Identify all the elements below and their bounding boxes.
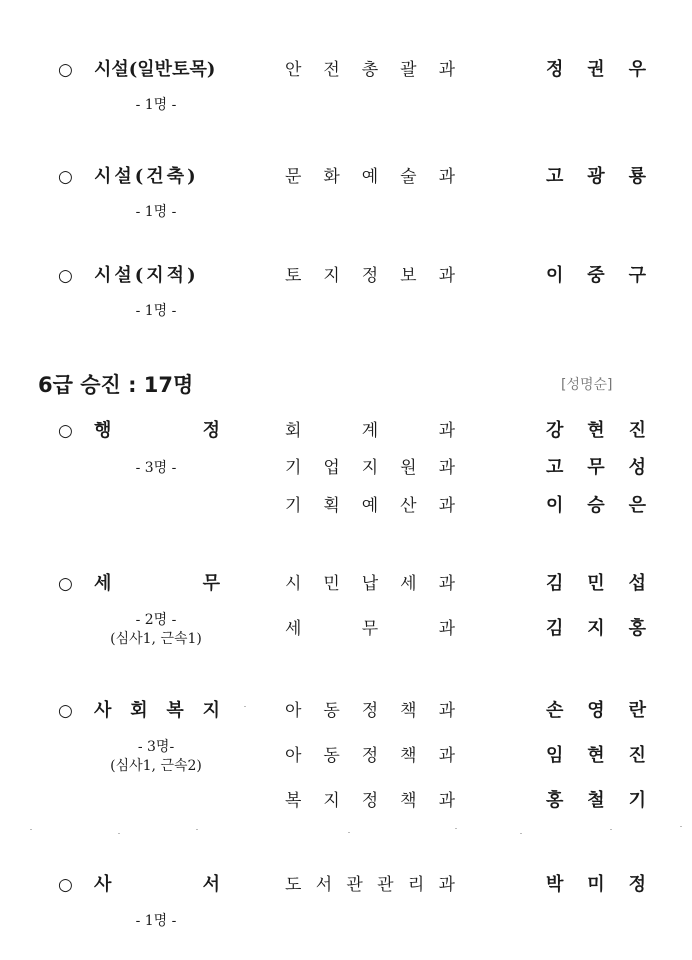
employee-name: 강 현 진 [546, 420, 646, 441]
headcount: - 1명 - [135, 204, 177, 220]
employee-name: 고 무 성 [546, 457, 646, 478]
employee-name: 고 광 룡 [546, 166, 646, 187]
sort-order-note: [성명순] [561, 377, 613, 393]
category-label: 사 서 [94, 874, 220, 895]
department: 회 계 과 [285, 421, 457, 441]
employee-name: 정 권 우 [546, 59, 646, 80]
department: 안 전 총 괄 과 [285, 60, 457, 80]
category-label: 세 무 [94, 573, 220, 594]
bullet-icon: ○ [58, 421, 73, 441]
department: 시 민 납 세 과 [285, 574, 457, 594]
bullet-icon: ○ [58, 875, 73, 895]
department: 아 동 정 책 과 [285, 701, 457, 721]
department: 세 무 과 [285, 619, 457, 639]
headcount: - 3명- [137, 739, 175, 755]
category-label: 시설(일반토목) [94, 59, 216, 80]
category-label: 시설(지적) [94, 265, 199, 286]
headcount-breakdown: (심사1, 근속1) [110, 631, 202, 647]
headcount: - 2명 - [135, 612, 177, 628]
bullet-icon: ○ [58, 701, 73, 721]
headcount: - 1명 - [135, 913, 177, 929]
department: 토 지 정 보 과 [285, 266, 457, 286]
department: 복 지 정 책 과 [285, 791, 457, 811]
headcount: - 3명 - [135, 460, 177, 476]
department: 기 획 예 산 과 [285, 496, 457, 516]
employee-name: 박 미 정 [546, 874, 646, 895]
employee-name: 이 중 구 [546, 265, 646, 286]
bullet-icon: ○ [58, 266, 73, 286]
employee-name: 김 지 홍 [546, 618, 646, 639]
bullet-icon: ○ [58, 574, 73, 594]
headcount: - 1명 - [135, 303, 177, 319]
bullet-icon: ○ [58, 60, 73, 80]
employee-name: 이 승 은 [546, 495, 646, 516]
bullet-icon: ○ [58, 167, 73, 187]
department: 기 업 지 원 과 [285, 458, 457, 478]
department: 문 화 예 술 과 [285, 167, 457, 187]
employee-name: 임 현 진 [546, 745, 646, 766]
section-heading: 6급 승진 : 17명 [38, 373, 194, 397]
category-label: 사 회 복 지 [94, 700, 220, 721]
employee-name: 손 영 란 [546, 700, 646, 721]
headcount: - 1명 - [135, 97, 177, 113]
category-label: 행 정 [94, 420, 220, 441]
department: 도 서 관 관 리 과 [285, 875, 457, 895]
employee-name: 김 민 섭 [546, 573, 646, 594]
employee-name: 홍 철 기 [546, 790, 646, 811]
headcount-breakdown: (심사1, 근속2) [110, 758, 202, 774]
category-label: 시설(건축) [94, 166, 199, 187]
department: 아 동 정 책 과 [285, 746, 457, 766]
